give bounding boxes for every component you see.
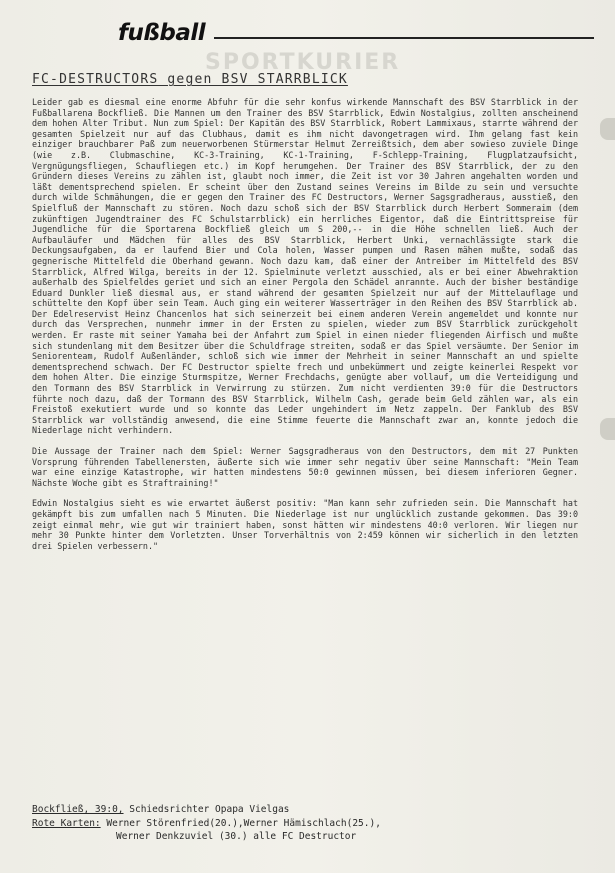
red-cards-list: Werner Störenfried(20.),Werner Hämischlach(25.), [106,818,381,829]
article-paragraph: Edwin Nostalgius sieht es wie erwartet äußerst positiv: "Man kann sehr zufrieden sein. Die Mannschaft hat gekämpft bis zum umfallen nach 5 Minuten. Die Niederlage ist nur unglücklich zustande gekommen. Das 39:0 zeigt einmal mehr, wie gut wir trainiert haben, sonst hätten wir mindestens 40:0 verloren. Wir liegen nur mehr 30 Punkte hinter dem Vorletzten. Unser Torverhältnis von 2:459 können wir sicherlich in den letzten drei Spielen verbessern." [32,498,578,551]
match-info [32,804,592,815]
faded-banner: SPORTKURIER [205,50,401,75]
red-cards [32,818,592,829]
article-body [32,97,578,551]
red-cards-label: Rote Karten: [32,818,101,829]
section-title: fußball [118,20,206,46]
red-cards-continued: Werner Denkzuviel (30.) alle FC Destructor [116,831,357,842]
article-title: FC-DESTRUCTORS gegen BSV STARRBLICK [32,72,348,87]
punch-hole [600,118,615,140]
article-paragraph: Leider gab es diesmal eine enorme Abfuhr für die sehr konfus wirkende Mannschaft des BSV Starrblick in der Fußballarena Bockfließ. Die Mannen um den Trainer des BSV Starrblick, Edwin Nostalgius, zollten anscheinend dem hohen Alter Tribut. Nun zum Spiel: Der Kapitän des BSV Starrblick, Robert Lammixaus, starrte während der gesamten Spielzeit nur auf das Clubhaus, damit es ihm nicht davongetragen wird. Ihm gelang fast kein einziger brauchbarer Paß zum neuerworbenen Stürmerstar Helmut Zerreißtsich, dem aber sowieso zuviele Dinge (wie z.B. Clubmaschine, KC-3-Training, KC-1-Training, F-Schlepp-Training, Flugplatzaufsicht, Vergnügungsfliegen, Schaufliegen etc.) im Kopf herumgehen. Der Trainer des BSV Starrblick, der zu den Gründern dieses Vereins zu zählen ist, glaubt noch immer, die Zeit ist vor 30 Jahren angehalten worden und läßt dementsprechend spielen. Er scheint über den Zustand seines Vereins im Bilde zu sein und versuchte durch wilde Schmähungen, die er gegen den Trainer des FC Destructors, Werner Sagsgradheraus, ausstieß, den Spielfluß der Mannschaft zu stören. Noch dazu schoß sich der BSV Starrblick durch Herbert Sommeraim (dem zukünftigen Jugendtrainer des FC Schulstarrblick) ein herrliches Eigentor, daß die Eintrittspreise für Jugendliche für die Sportarena Bockfließ gleich um S 200,-- in die Höhe schnellen ließ. Auch der Aufbauläufer und Mädchen für alles des BSV Starrblick, Herbert Unki, vernachlässigte stark die Deckungsaufgaben, da er laufend Bier und Cola holen, Wasser pumpen und Rasen mähen mußte, sodaß das gegnerische Mittelfeld die Oberhand gewann. Noch dazu kam, daß einer der Antreiber im Mittelfeld des BSV Starrblick, Alfred Wilga, bereits in der 12. Spielminute verletzt ausschied, als er bei einer Abwehraktion außerhalb des Spielfeldes geriet und sich an einer Pergola den Schädel anrannte. Auch der bisher beständige Eduard Dunkler ließ diesmal aus, er stand während der gesamten Spielzeit nur auf der Mittelauflage und schüttelte den Kopf über sein Team. Auch ging ein weiterer Wasserträger in den Reihen des BSV Starrblick ab. Der Edelreservist Heinz Chancenlos hat sich seinerzeit bei einem anderen Verein angemeldet und konnte nur durch das Versprechen, nunmehr immer in der Ersten zu spielen, wieder zum BSV Starrblick zurückgeholt werden. Er raste mit seiner Yamaha bei der Anfahrt zum Spiel in einen nieder fliegenden Airfisch und mußte sich stundenlang mit dem Besitzer über die Schuldfrage streiten, sodaß er das Spiel versäumte. Der Senior im Seniorenteam, Rudolf Außenländer, schloß sich wie immer der Mehrheit in seiner Mannschaft an und spielte dementsprechend schwach. Der FC Destructor spielte frech und unbekümmert und zeigte keinerlei Respekt vor dem hohen Alter. Die einzige Sturmspitze, Werner Frechdachs, genügte aber vollauf, um die Verteidigung und den Tormann des BSV Starrblick in Verwirrung zu stürzen. Zum nicht verdienten 39:0 für die Destructors führte noch dazu, daß der Tormann des BSV Starrblick, Wilhelm Cash, gerade beim Geld zählen war, als ein Freistoß exekutiert wurde und so konnte das Leder ungehindert im Netz zappeln. Der Fanklub des BSV Starrblick war vollständig anwesend, die eine Stimme feuerte die Mannschaft zwar an, konnte jedoch die Niederlage nicht verhindern. [32,97,578,436]
article-paragraph: Die Aussage der Trainer nach dem Spiel: Werner Sagsgradheraus von den Destructors, dem mit 27 Punkten Vorsprung führenden Tabellenersten, äußerte sich wie immer sehr negativ über seine Mannschaft: "Mein Team war eine einzige Katastrophe, wir hatten mindestens 50:0 gewinnen müssen, bei diesem inferioren Gegner. Nächste Woche gibt es Straftraining!" [32,446,578,488]
venue-score: Bockfließ, 39:0, [32,804,124,815]
section-header [112,20,610,46]
referee: Schiedsrichter Opapa Vielgas [129,804,290,815]
header-rule [214,37,594,39]
punch-hole [600,418,615,440]
